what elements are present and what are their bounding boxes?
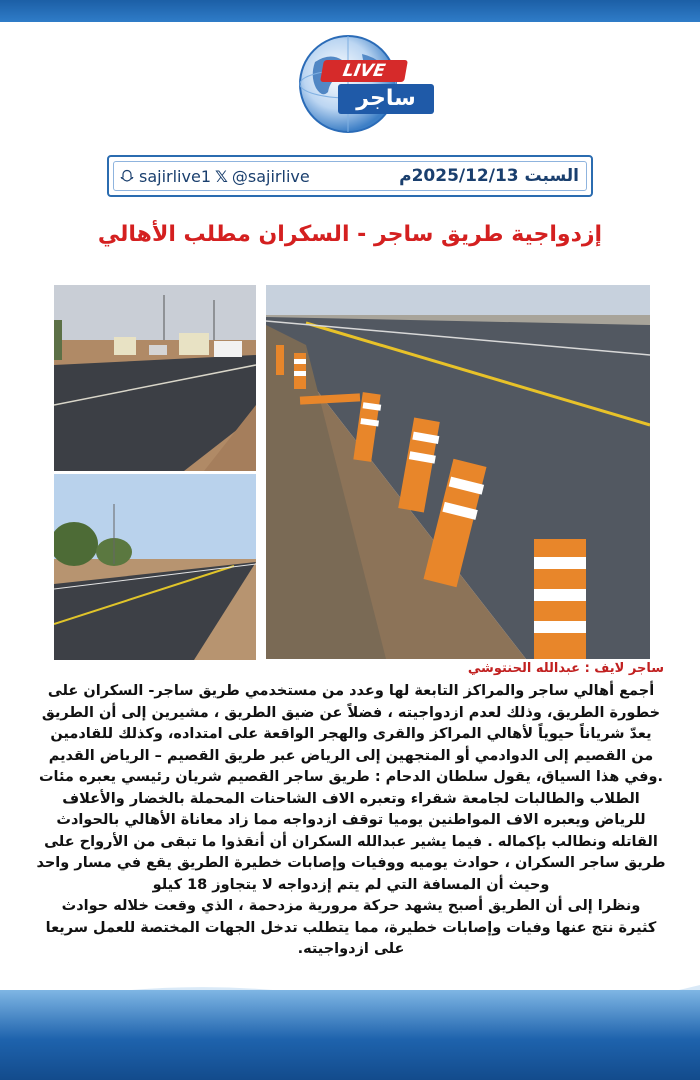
info-bar [107, 155, 593, 197]
photo-road-trees [54, 474, 256, 660]
article-line: كثيرة نتج عنها وفيات وإصابات خطيرة، مما يتطلب تدخل الجهات المختصة للعمل سريعا [45, 919, 657, 936]
photo-road-vehicles [54, 285, 256, 471]
article-line: القاتله ونطالب بإكماله . فيما يشير عبدالله السكران أن أنقذوا ما تبقى من الأرواح على [44, 833, 658, 850]
headline: إزدواجية طريق ساجر - السكران مطلب الأهالي [97, 222, 603, 247]
article-line: .وفي هذا السياق، يقول سلطان الدحام : طريق ساجر القصيم شريان رئيسي يعبره مئات [38, 769, 664, 785]
article-line: أجمع أهالي ساجر والمراكز التابعة لها وعدد من مستخدمي طريق ساجر- السكران على [47, 683, 655, 699]
top-banner [0, 0, 700, 22]
article-line: من القصيم إلى الدوادمي أو المتجهين إلى الرياض عبر طريق القصيم – الرياض القديم [48, 747, 654, 764]
article-byline: ساجر لايف : عبدالله الحنتوشي [467, 661, 664, 676]
snapchat-handle[interactable]: sajirlive1 [139, 167, 211, 186]
photo-road-bollards [266, 285, 650, 659]
x-handle[interactable]: @sajirlive [231, 167, 310, 186]
article-body [20, 681, 682, 961]
brand-name: ساجر [338, 84, 434, 114]
x-logo-icon: 𝕏 [215, 167, 228, 186]
social-handles [119, 167, 310, 186]
article-line: الطلاب والطالبات لجامعة شقراء وتعبره الاف الشاحنات المحملة بالخضار والأعلاف [62, 790, 640, 807]
article-line: وحيث أن المسافة التي لم يتم إزدواجه لا يتجاوز 18 كيلو [152, 876, 550, 893]
article-line: للرياض ويعبره الاف المواطنين يوميا توقف ازدواجه مما زاد معاناة الأهالي بالحوادث [56, 812, 646, 828]
article-line: على ازدواجيته. [297, 941, 405, 957]
article-line: طريق ساجر السكران ، حوادث يوميه ووفيات وإصابات خطيرة الطريق يقع في مسار واحد [36, 855, 666, 871]
article-line: يعدّ شرياناً حيوياً لأهالي المراكز والقرى والهجر الواقعة على امتداده، وكذلك للقادمين [50, 726, 652, 742]
snapchat-ghost-icon [119, 169, 135, 185]
article-line: خطورة الطريق، وذلك لعدم ازدواجيته ، فضلاً عن ضيق الطريق ، مشيرين إلى أن الطريق [41, 704, 661, 721]
post-date: السبت 2025/12/13م [399, 166, 579, 186]
live-label: LIVE [320, 60, 408, 82]
article-line: ونظرا إلى أن الطريق أصبح يشهد حركة مرورية مزدحمة ، الذي وقعت خلاله حوادث [61, 898, 641, 914]
bottom-banner [0, 990, 700, 1080]
